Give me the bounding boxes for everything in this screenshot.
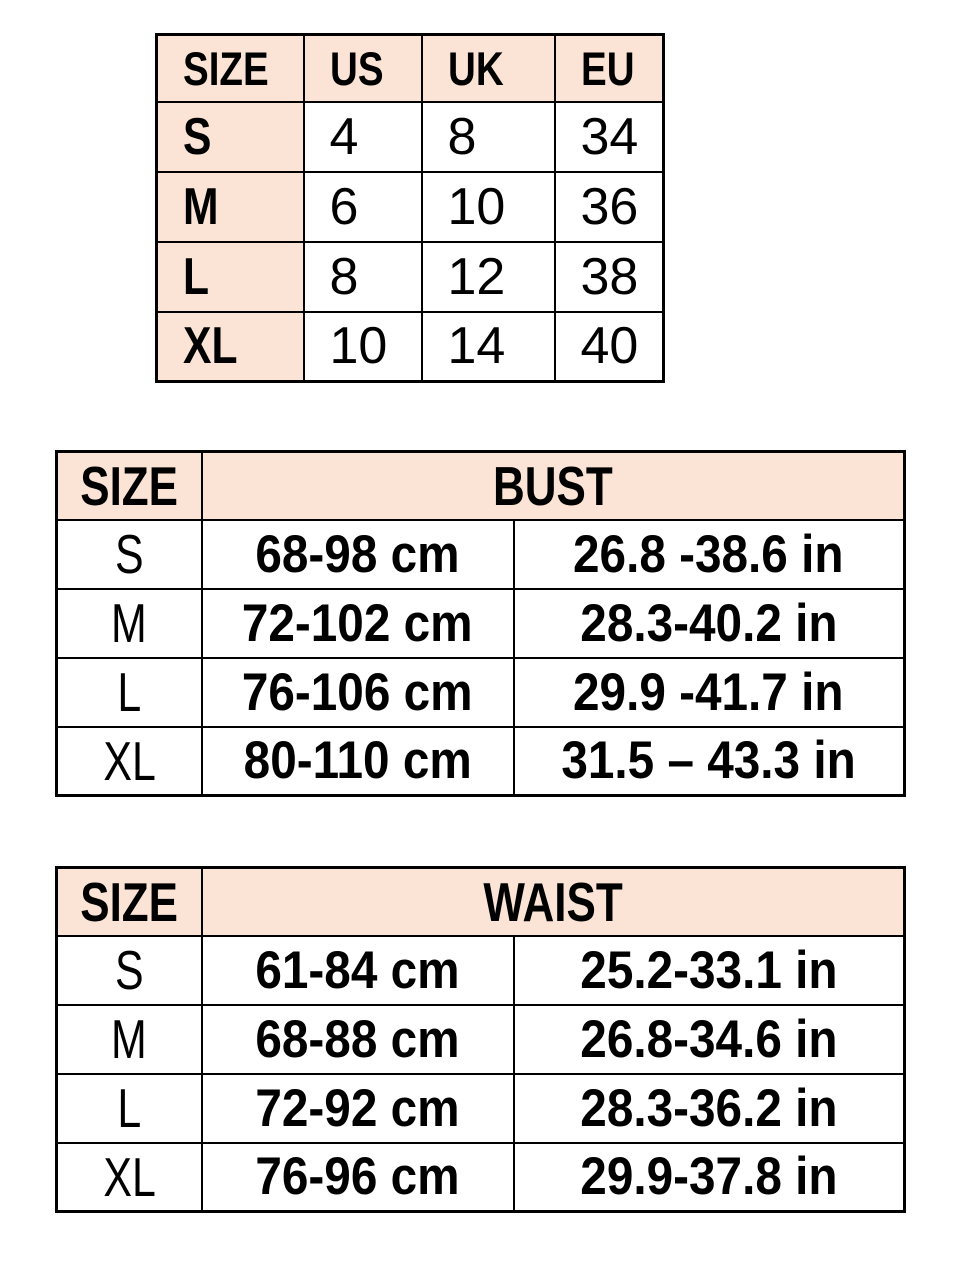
us-cell (304, 172, 422, 242)
size-conversion-table (155, 33, 665, 383)
table-row (57, 727, 905, 796)
uk-value: 14 (447, 317, 506, 376)
size-cell (57, 727, 202, 796)
size-header-cell (157, 35, 304, 102)
eu-value: 36 (580, 177, 639, 236)
table-row (57, 658, 905, 727)
cm-value: 72-92 cm (255, 1078, 460, 1138)
in-cell (514, 1074, 905, 1143)
eu-header-label: EU (580, 41, 635, 95)
size-header-cell (57, 452, 202, 520)
cm-value: 61-84 cm (255, 940, 460, 1000)
in-cell (514, 936, 905, 1005)
size-value: S (114, 523, 144, 585)
size-cell (57, 658, 202, 727)
uk-header-label: UK (447, 41, 504, 95)
size-value: XL (103, 729, 156, 792)
size-cell (157, 172, 304, 242)
size-value: M (111, 1008, 148, 1070)
waist-header-label: WAIST (483, 870, 623, 933)
us-cell (304, 242, 422, 312)
table-row (57, 589, 905, 658)
uk-cell (422, 102, 555, 172)
cm-cell (202, 936, 514, 1005)
size-cell (57, 520, 202, 589)
us-value: 4 (329, 107, 359, 166)
size-value: L (117, 661, 142, 723)
cm-value: 76-96 cm (255, 1147, 460, 1207)
cm-value: 68-98 cm (255, 524, 460, 584)
header-row (157, 35, 664, 102)
us-cell (304, 312, 422, 382)
in-value: 26.8 -38.6 in (573, 524, 844, 584)
us-value: 8 (329, 247, 359, 306)
bust-size-table (55, 450, 906, 797)
in-value: 29.9 -41.7 in (573, 662, 844, 722)
eu-header-cell (555, 35, 664, 102)
size-value: XL (183, 317, 238, 376)
header-row (57, 868, 905, 936)
size-cell (57, 1074, 202, 1143)
size-value: L (117, 1077, 142, 1139)
in-cell (514, 658, 905, 727)
size-cell (157, 312, 304, 382)
eu-cell (555, 102, 664, 172)
uk-value: 8 (447, 107, 477, 166)
in-value: 28.3-36.2 in (580, 1078, 838, 1138)
size-value: M (111, 592, 148, 654)
cm-cell (202, 520, 514, 589)
cm-cell (202, 1005, 514, 1074)
header-row (57, 452, 905, 520)
uk-value: 12 (447, 247, 506, 306)
in-value: 25.2-33.1 in (580, 940, 838, 1000)
uk-header-cell (422, 35, 555, 102)
us-cell (304, 102, 422, 172)
size-header-label: SIZE (183, 41, 269, 95)
bust-header-cell (202, 452, 905, 520)
in-cell (514, 520, 905, 589)
table-row (57, 1143, 905, 1212)
size-value: XL (103, 1145, 156, 1208)
table-row (157, 172, 664, 242)
waist-header-cell (202, 868, 905, 936)
eu-cell (555, 312, 664, 382)
size-value: S (183, 107, 212, 166)
size-header-cell (57, 868, 202, 936)
cm-value: 76-106 cm (242, 662, 473, 722)
size-cell (57, 589, 202, 658)
us-value: 6 (329, 177, 359, 236)
in-cell (514, 727, 905, 796)
eu-cell (555, 242, 664, 312)
in-value: 28.3-40.2 in (580, 593, 838, 653)
table-row (57, 936, 905, 1005)
table-row (57, 1005, 905, 1074)
size-header-label: SIZE (80, 454, 179, 517)
bust-header-label: BUST (492, 454, 613, 517)
us-header-label: US (329, 41, 384, 95)
size-cell (57, 1143, 202, 1212)
cm-cell (202, 589, 514, 658)
size-cell (157, 102, 304, 172)
table-row (57, 1074, 905, 1143)
cm-cell (202, 658, 514, 727)
eu-value: 40 (580, 317, 639, 376)
cm-value: 68-88 cm (255, 1009, 460, 1069)
in-value: 29.9-37.8 in (580, 1147, 838, 1207)
size-value: L (183, 247, 210, 306)
us-value: 10 (329, 317, 388, 376)
cm-cell (202, 1143, 514, 1212)
eu-value: 34 (580, 107, 639, 166)
size-cell (57, 936, 202, 1005)
eu-cell (555, 172, 664, 242)
eu-value: 38 (580, 247, 639, 306)
in-value: 26.8-34.6 in (580, 1009, 838, 1069)
size-cell (57, 1005, 202, 1074)
in-cell (514, 1143, 905, 1212)
size-header-label: SIZE (80, 870, 179, 933)
in-cell (514, 1005, 905, 1074)
table-row (57, 520, 905, 589)
uk-value: 10 (447, 177, 506, 236)
size-value: M (183, 177, 219, 236)
table-row (157, 312, 664, 382)
in-value: 31.5 – 43.3 in (561, 731, 856, 791)
size-cell (157, 242, 304, 312)
in-cell (514, 589, 905, 658)
table-row (157, 242, 664, 312)
cm-cell (202, 727, 514, 796)
table-row (157, 102, 664, 172)
cm-value: 72-102 cm (242, 593, 473, 653)
cm-value: 80-110 cm (243, 731, 472, 791)
cm-cell (202, 1074, 514, 1143)
size-value: S (114, 939, 144, 1001)
us-header-cell (304, 35, 422, 102)
waist-size-table (55, 866, 906, 1213)
uk-cell (422, 242, 555, 312)
uk-cell (422, 172, 555, 242)
uk-cell (422, 312, 555, 382)
